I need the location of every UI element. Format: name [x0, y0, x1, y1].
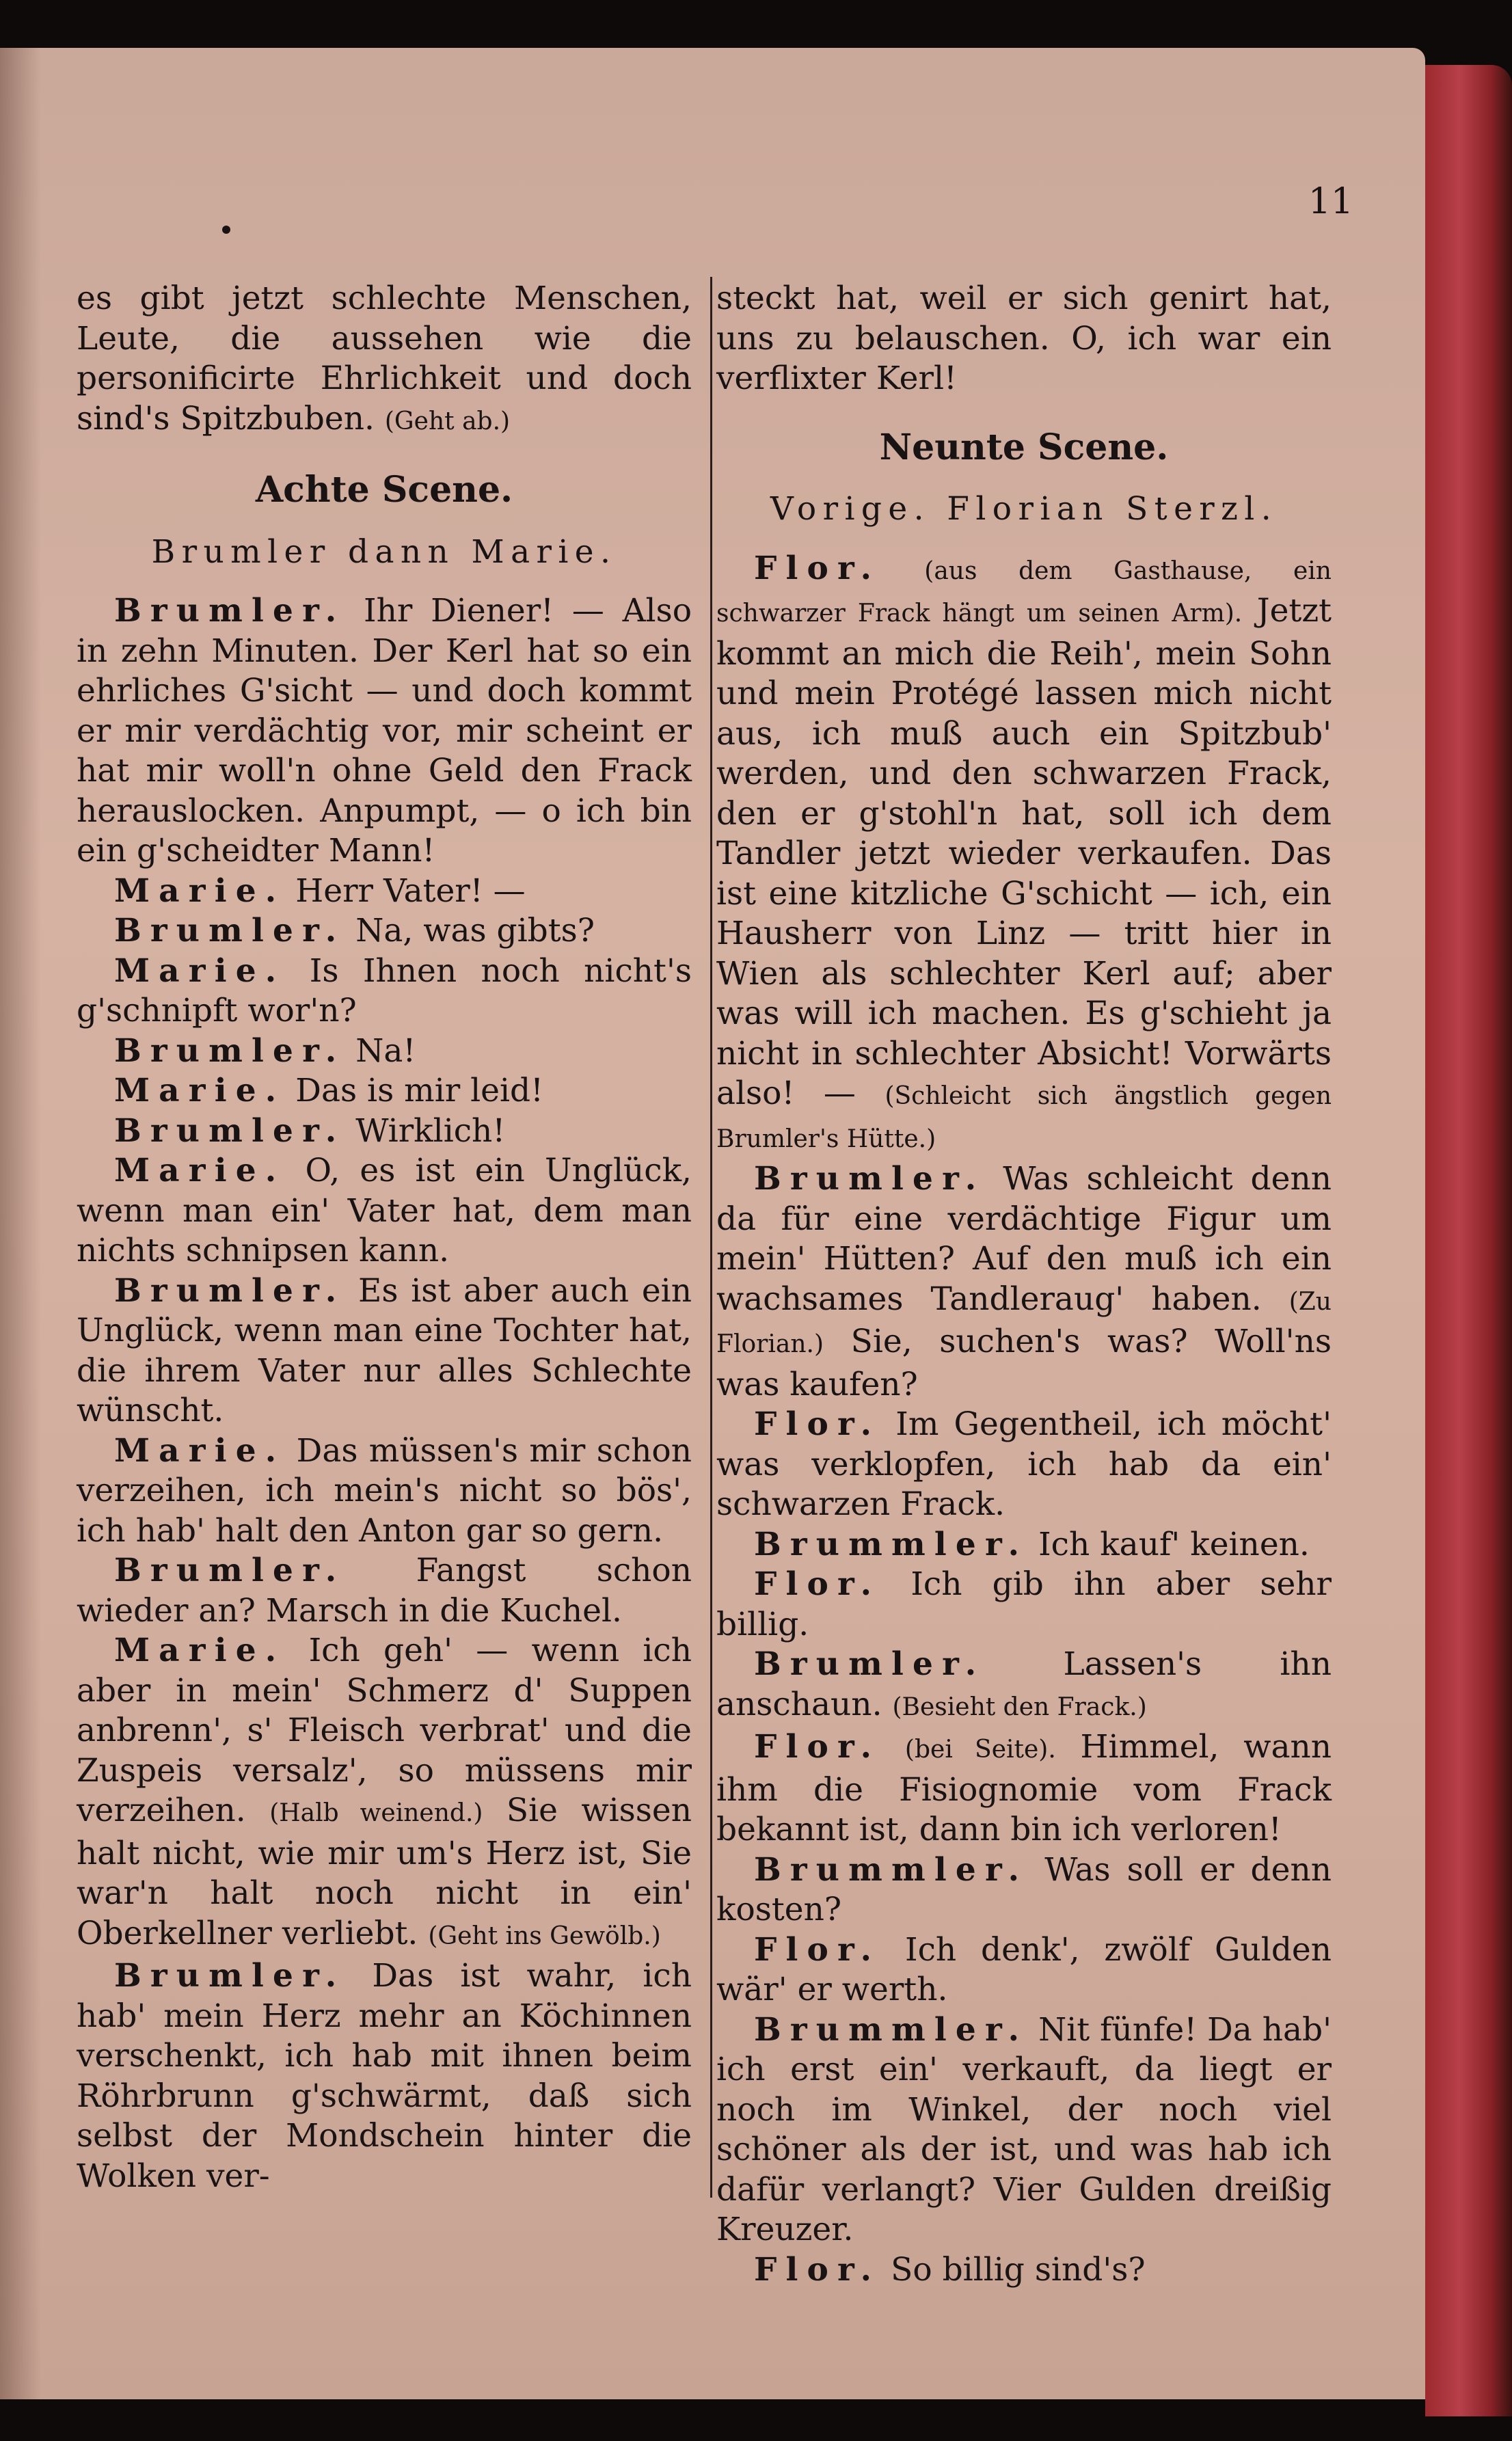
gutter-shadow — [0, 48, 41, 2399]
dialogue-line: Brumler. Es ist aber auch ein Unglück, wenn man eine Tochter hat, die ihrem Vater nur alles Schlechte wünscht. — [77, 1271, 692, 1429]
dialogue-line: Flor. (bei Seite). Himmel, wann ihm die Fisiognomie vom Frack bekannt ist, dann bin ich verloren! — [716, 1728, 1332, 1848]
scene-characters: Vorige. Florian Sterzl. — [770, 490, 1278, 528]
scene-title: Neunte Scene. — [879, 426, 1169, 468]
ink-dot — [222, 226, 230, 234]
page-edge-red — [1425, 65, 1512, 2416]
paragraph: steckt hat, weil er sich genirt hat, uns zu belauschen. O, ich war ein verflixter Kerl! — [716, 280, 1332, 397]
dialogue-line: Brumler. Was schleicht denn da für eine verdächtige Figur um mein' Hütten? Auf den muß ich ein wachsames Tandleraug' haben. (Zu Florian.) Sie, suchen's was? Woll'ns was kaufen? — [716, 1160, 1332, 1403]
right-column — [716, 279, 1332, 2290]
dialogue-line: Flor. (aus dem Gasthause, ein schwarzer Frack hängt um seinen Arm). Jetzt kommt an mich die Reih', mein Sohn und mein Protégé lassen mich nicht aus, ich muß auch ein Spitzbub' werden, und den schwarzen Frack, den er g'stohl'n hat, soll ich dem Tandler jetzt wieder verkaufen. Das ist eine kitzliche G'schicht — ich, ein Hausherr von Linz — tritt hier in Wien als schlechter Kerl auf; aber was will ich machen. Es g'schieht ja nicht in schlechter Absicht! Vorwärts also! — (Schleicht sich ängstlich gegen Brumler's Hütte.) — [716, 549, 1332, 1153]
scene-characters: Brumler dann Marie. — [151, 532, 617, 571]
dialogue-line: Flor. Im Gegentheil, ich möcht' was verklopfen, ich hab da ein' schwarzen Frack. — [716, 1405, 1332, 1523]
dialogue-line: Brumler. Lassen's ihn anschaun. (Besieht den Frack.) — [716, 1645, 1332, 1723]
dialogue-line: Brumler. Na! — [114, 1031, 416, 1070]
paragraph: es gibt jetzt schlechte Menschen, Leute, die aussehen wie die personificirte Ehrlichkeit und doch sind's Spitzbuben. (Geht ab.) — [77, 280, 692, 437]
dialogue-line: Marie. Das is mir leid! — [114, 1072, 543, 1109]
dialogue-line: Marie. Herr Vater! — — [114, 872, 526, 910]
dialogue-line: Flor. So billig sind's? — [754, 2250, 1146, 2289]
scene-title: Achte Scene. — [255, 469, 513, 511]
dialogue-line: Brumler. Fangst schon wieder an? Marsch in die Kuchel. — [77, 1552, 692, 1630]
page-number: 11 — [1308, 181, 1353, 222]
dialogue-line: Brummler. Was soll er denn kosten? — [716, 1850, 1332, 1928]
dialogue-line: Brumler. Na, was gibts? — [114, 912, 595, 949]
dialogue-line: Marie. Ich geh' — wenn ich aber in mein' Schmerz d' Suppen anbrenn', s' Fleisch verbrat' und die Zuspeis versalz', so müssens mir verzeihen. (Halb weinend.) Sie wissen halt nicht, wie mir um's Herz ist, Sie war'n halt noch nicht in ein' Oberkellner verliebt. (Geht ins Gewölb.) — [77, 1632, 692, 1952]
dialogue-line: Marie. Das müssen's mir schon verzeihen, ich mein's nicht so bös', ich hab' halt den Anton gar so gern. — [77, 1431, 692, 1550]
dialogue-line: Brummler. Nit fünfe! Da hab' ich erst ein' verkauft, da liegt er noch im Winkel, der noch viel schöner als der ist, und was hab ich dafür verlangt? Vier Gulden dreißig Kreuzer. — [716, 2010, 1332, 2248]
dialogue-line: Brumler. Ihr Diener! — Also in zehn Minuten. Der Kerl hat so ein ehrliches G'sicht — und doch kommt er mir verdächtig vor, mir scheint er hat mir woll'n ohne Geld den Frack herauslocken. Anpumpt, — o ich bin ein g'scheidter Mann! — [77, 592, 692, 869]
dialogue-line: Brumler. Das ist wahr, ich hab' mein Herz mehr an Köchinnen verschenkt, ich hab mit ihnen beim Röhrbrunn g'schwärmt, daß sich selbst der Mondschein hinter die Wolken ver- — [77, 1957, 692, 2195]
left-column — [77, 279, 692, 2196]
dialogue-line: Marie. O, es ist ein Unglück, wenn man ein' Vater hat, dem man nichts schnipsen kann. — [77, 1152, 692, 1269]
dialogue-line: Flor. Ich denk', zwölf Gulden wär' er werth. — [716, 1930, 1332, 2008]
column-divider — [710, 277, 712, 2198]
dialogue-line: Marie. Is Ihnen noch nicht's g'schnipft wor'n? — [77, 952, 692, 1029]
dialogue-line: Flor. Ich gib ihn aber sehr billig. — [716, 1565, 1332, 1643]
dialogue-line: Brumler. Wirklich! — [114, 1111, 506, 1150]
dialogue-line: Brummler. Ich kauf' keinen. — [754, 1525, 1310, 1563]
